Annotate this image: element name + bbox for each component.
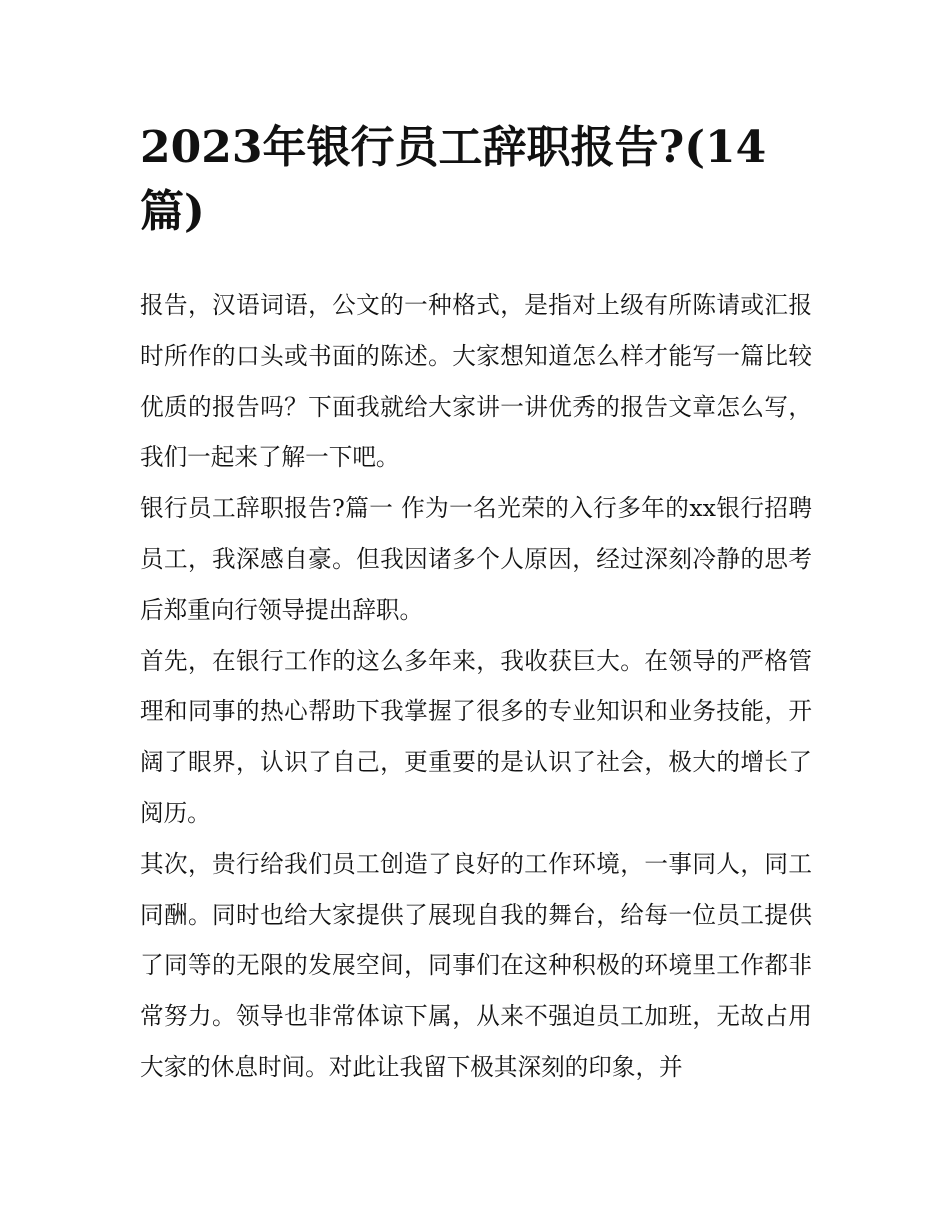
paragraph-section-one: 银行员工辞职报告?篇一 作为一名光荣的入行多年的xx银行招聘员工，我深感自豪。但我因诸多个人原因，经过深刻冷静的思考后郑重向行领导提出辞职。 <box>140 494 812 624</box>
paragraph-intro: 报告，汉语词语，公文的一种格式，是指对上级有所陈请或汇报时所作的口头或书面的陈述。大家想知道怎么样才能写一篇比较优质的报告吗？下面我就给大家讲一讲优秀的报告文章怎么写，我们一起来了解一下吧。 <box>140 291 812 472</box>
document-title: 2023年银行员工辞职报告?(14篇) <box>140 122 767 237</box>
paragraph-first-reason: 首先，在银行工作的这么多年来，我收获巨大。在领导的严格管理和同事的热心帮助下我掌握了很多的专业知识和业务技能，开阔了眼界，认识了自己，更重要的是认识了社会，极大的增长了阅历。 <box>140 646 812 827</box>
paragraph-second-reason: 其次，贵行给我们员工创造了良好的工作环境，一事同人，同工同酬。同时也给大家提供了展现自我的舞台，给每一位员工提供了同等的无限的发展空间，同事们在这种积极的环境里工作都非常努力。领导也非常体谅下属，从来不强迫员工加班，无故占用大家的休息时间。对此让我留下极其深刻的印象，并 <box>140 849 812 1081</box>
document-body <box>140 280 812 1093</box>
